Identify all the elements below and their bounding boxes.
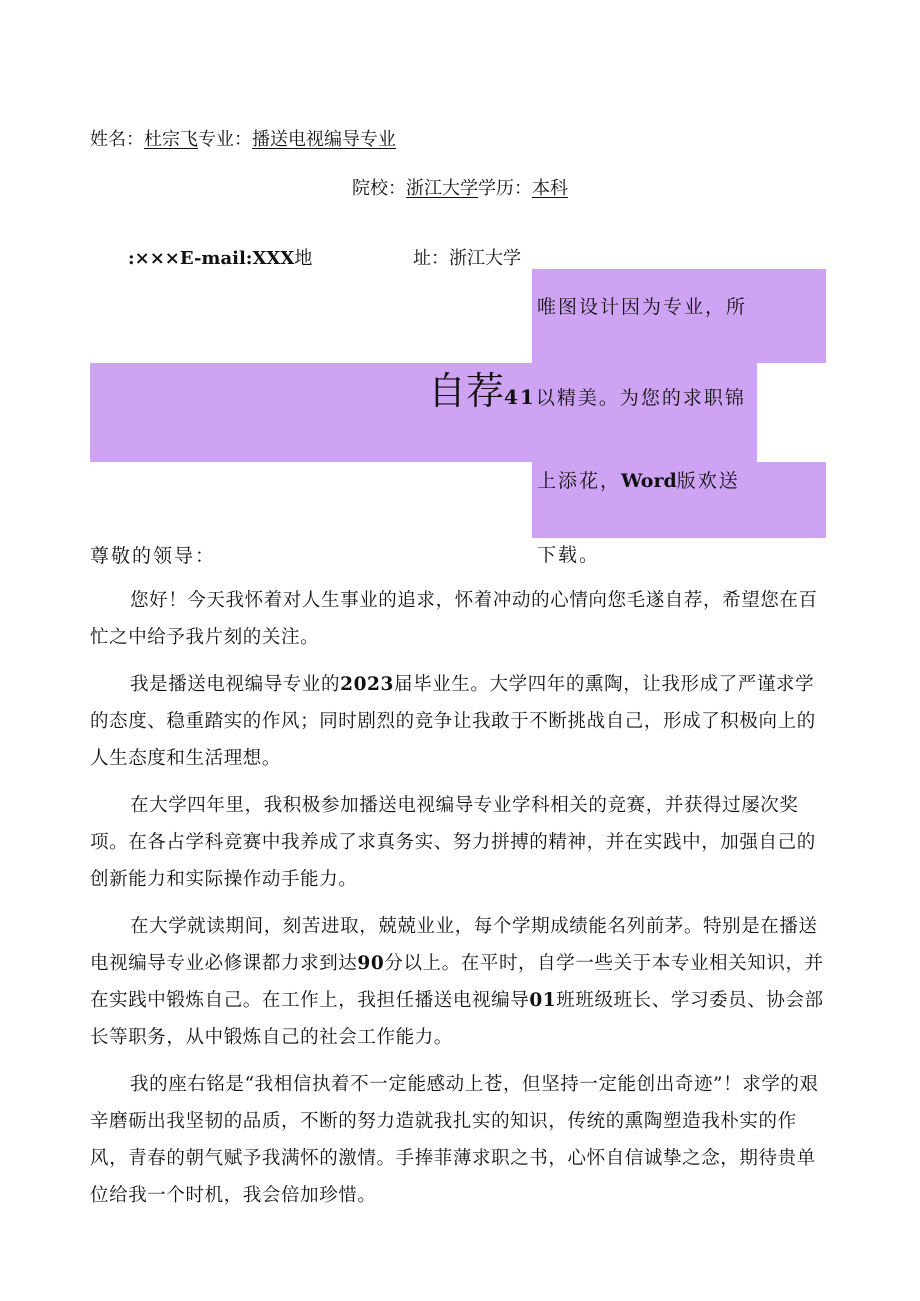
promo-line-2-text: 以精美。为您的求职锦 bbox=[535, 387, 746, 409]
major-label: 专业： bbox=[198, 129, 252, 150]
score-value: 90 bbox=[357, 953, 385, 974]
paragraph-2-b: 届毕业生。大学四年的熏陶，让我形成了严谨求学的态度、稳重踏实的作风；同时剧烈的竞争让我敢于不断挑战自己，形成了积极向上的人生态度和生活理想。 bbox=[90, 674, 816, 769]
address-line bbox=[413, 247, 521, 271]
promo-line-1: 唯图设计因为专业，所 bbox=[537, 296, 748, 318]
promo-number: 41 bbox=[504, 385, 536, 409]
address-label-b: 址： bbox=[413, 248, 449, 269]
paragraph-4-c: 班班级班长、学习委员、协会部长等职务，从中锻炼自己的社会工作能力。 bbox=[90, 990, 824, 1048]
promo-big-text: 自荐 bbox=[428, 369, 505, 413]
address-value: 浙江大学 bbox=[449, 248, 521, 269]
paragraph-3: 在大学四年里，我积极参加播送电视编导专业学科相关的竞赛，并获得过屡次奖项。在各占学科竞赛中我养成了求真务实、努力拼搏的精神，并在实践中，加强自己的创新能力和实际操作动手能力。 bbox=[90, 795, 816, 890]
promo-line-3 bbox=[537, 466, 740, 493]
promo-line-2 bbox=[428, 366, 746, 423]
paragraph-2-a: 我是播送电视编导专业的 bbox=[130, 674, 341, 695]
paragraph-1: 您好！今天我怀着对人生事业的追求，怀着冲动的心情向您毛遂自荐，希望您在百忙之中给予我片刻的关注。 bbox=[90, 590, 818, 648]
school-label: 院校： bbox=[352, 178, 406, 199]
class-number: 01 bbox=[529, 990, 557, 1011]
paragraph-4 bbox=[90, 908, 830, 1056]
name-major-line bbox=[90, 128, 396, 152]
name-value: 杜宗飞 bbox=[144, 129, 198, 150]
graduation-year: 2023 bbox=[340, 674, 394, 695]
school-value: 浙江大学 bbox=[406, 178, 478, 199]
address-label-a: 地 bbox=[294, 248, 313, 269]
email-label: E-mail: bbox=[179, 248, 253, 269]
contact-prefix: :××× bbox=[128, 248, 180, 269]
major-value: 播送电视编导专业 bbox=[252, 129, 396, 150]
promo-word: Word bbox=[621, 470, 677, 492]
salutation: 尊敬的领导： bbox=[90, 545, 217, 567]
paragraph-4-a: 在大学就读期间，刻苦进取，兢兢业业，每个学期成绩能名列前茅。特别是在播送电视编导专业必修课都力求到达 bbox=[90, 916, 818, 974]
name-label: 姓名： bbox=[90, 129, 144, 150]
paragraph-5: 我的座右铭是“我相信执着不一定能感动上苍，但坚持一定能创出奇迹”！求学的艰辛磨砺出我坚韧的品质，不断的努力造就我扎实的知识，传统的熏陶塑造我朴实的作风，青春的朝气赋予我满怀的激情。手捧菲薄求职之书，心怀自信诚挚之念，期待贵单位给我一个时机，我会倍加珍惜。 bbox=[90, 1074, 819, 1206]
promo-line-4: 下载。 bbox=[537, 544, 601, 566]
email-value: XXX bbox=[252, 248, 295, 269]
paragraph-2 bbox=[90, 666, 830, 777]
degree-value: 本科 bbox=[532, 178, 568, 199]
promo-line-3-b: 版欢送 bbox=[676, 470, 740, 492]
school-degree-line bbox=[352, 177, 568, 201]
degree-label: 学历： bbox=[478, 178, 532, 199]
contact-line bbox=[128, 247, 312, 271]
promo-line-3-a: 上添花， bbox=[537, 470, 622, 492]
paragraph-4-b: 分以上。在平时，自学一些关于本专业相关知识，并在实践中锻炼自己。在工作上，我担任播送电视编导 bbox=[90, 953, 824, 1011]
letter-body bbox=[90, 582, 830, 1224]
